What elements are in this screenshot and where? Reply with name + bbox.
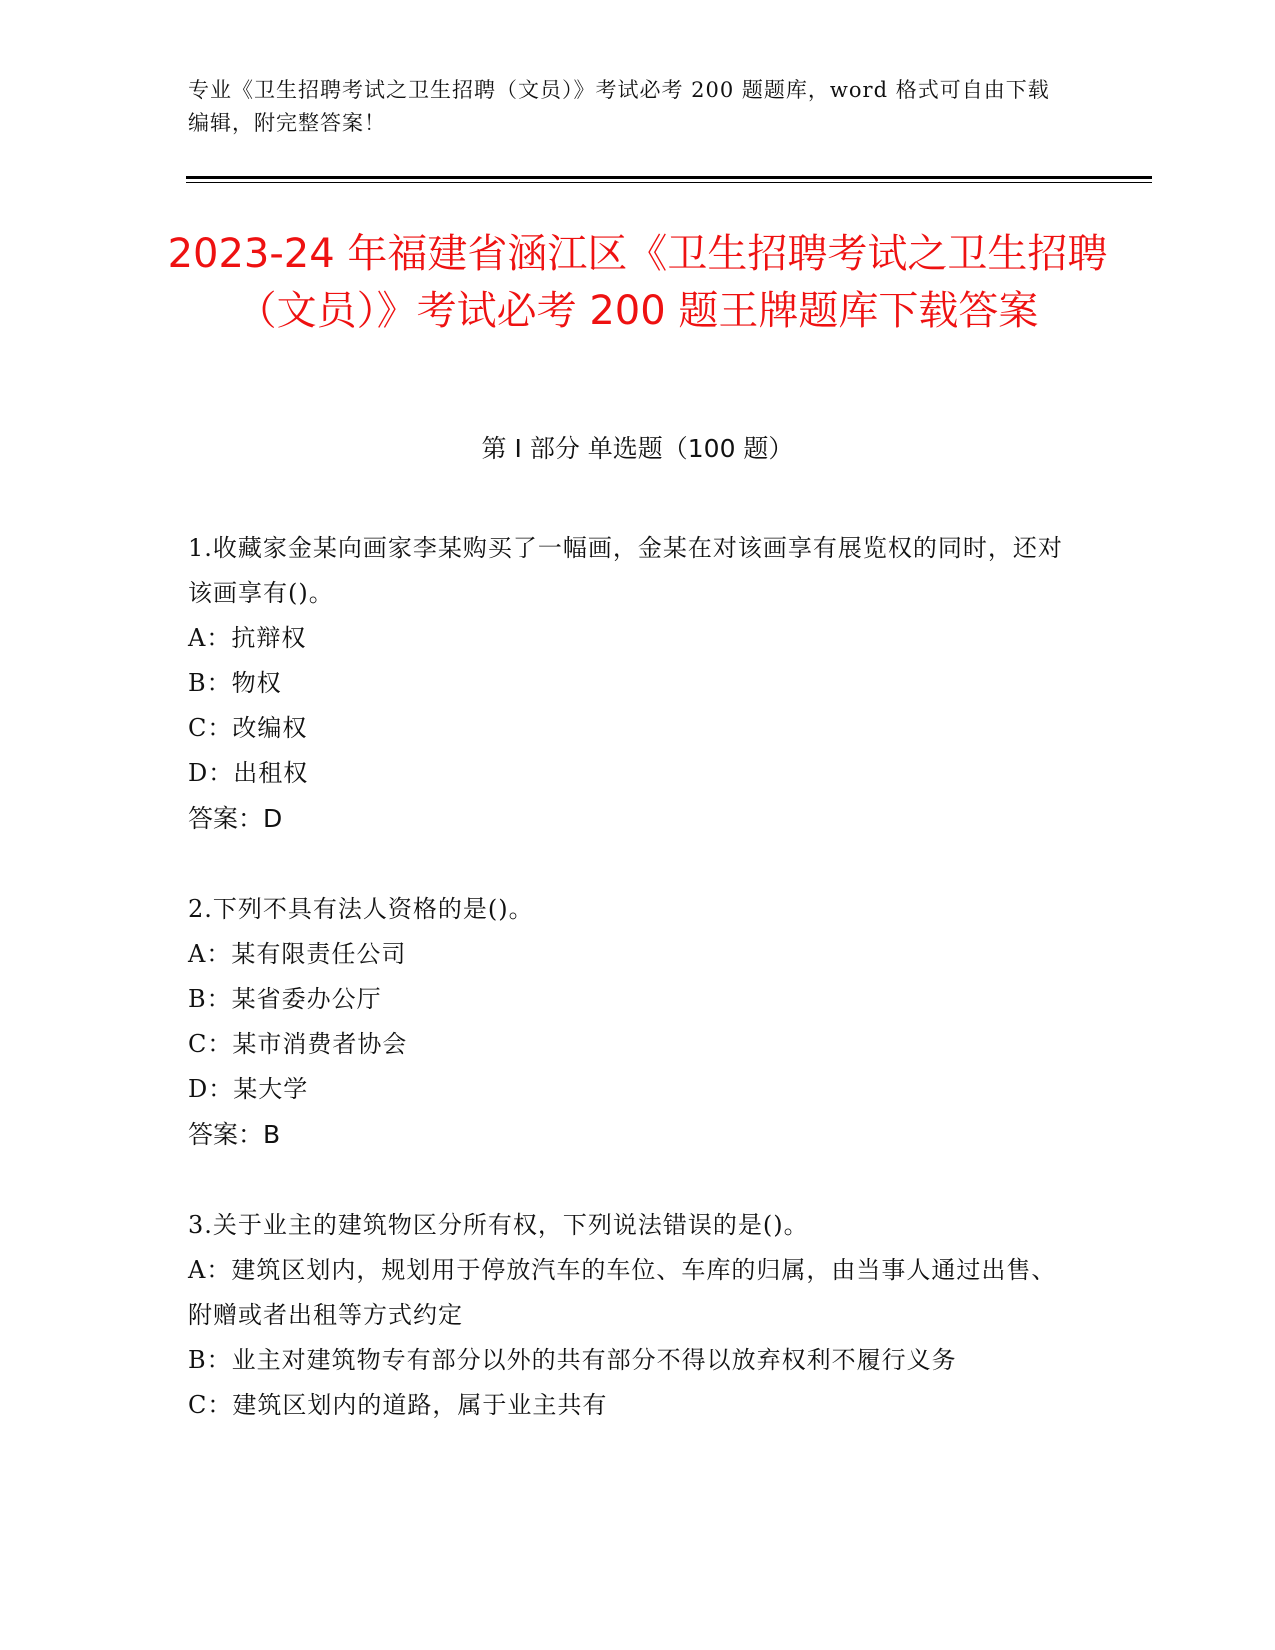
option-b: B：业主对建筑物专有部分以外的共有部分不得以放弃权利不履行义务 [188,1346,957,1374]
option-c: C：某市消费者协会 [188,1030,408,1058]
question-stem: 3.关于业主的建筑物区分所有权，下列说法错误的是()。 [188,1211,809,1239]
answer-line: 答案：B [188,1120,281,1149]
question-2 [188,887,1073,1157]
section-title: 第 I 部分 单选题（100 题） [481,434,794,463]
header-note: 专业《卫生招聘考试之卫生招聘（文员）》考试必考 200 题题库，word 格式可自由下载编辑，附完整答案！ [188,78,1050,135]
option-d: D：出租权 [188,759,309,787]
option-c: C：改编权 [188,714,308,742]
question-list [188,526,1073,1474]
option-a: A：抗辩权 [188,624,307,652]
option-a: A：建筑区划内，规划用于停放汽车的车位、车库的归属，由当事人通过出售、附赠或者出租等方式约定 [188,1256,1057,1329]
option-b: B：某省委办公厅 [188,985,382,1013]
option-a: A：某有限责任公司 [188,940,407,968]
answer-line: 答案：D [188,804,283,833]
option-c: C：建筑区划内的道路，属于业主共有 [188,1391,608,1419]
header-divider-thin [186,182,1152,183]
header-divider-thick [186,176,1152,179]
option-b: B：物权 [188,669,282,697]
question-3 [188,1203,1073,1428]
option-d: D：某大学 [188,1075,309,1103]
document-title: 2023-24 年福建省涵江区《卫生招聘考试之卫生招聘（文员）》考试必考 200 题王牌题库下载答案 [167,231,1108,334]
question-1 [188,526,1073,841]
question-stem: 2.下列不具有法人资格的是()。 [188,895,534,923]
question-stem: 1.收藏家金某向画家李某购买了一幅画，金某在对该画享有展览权的同时，还对该画享有()。 [188,534,1063,607]
